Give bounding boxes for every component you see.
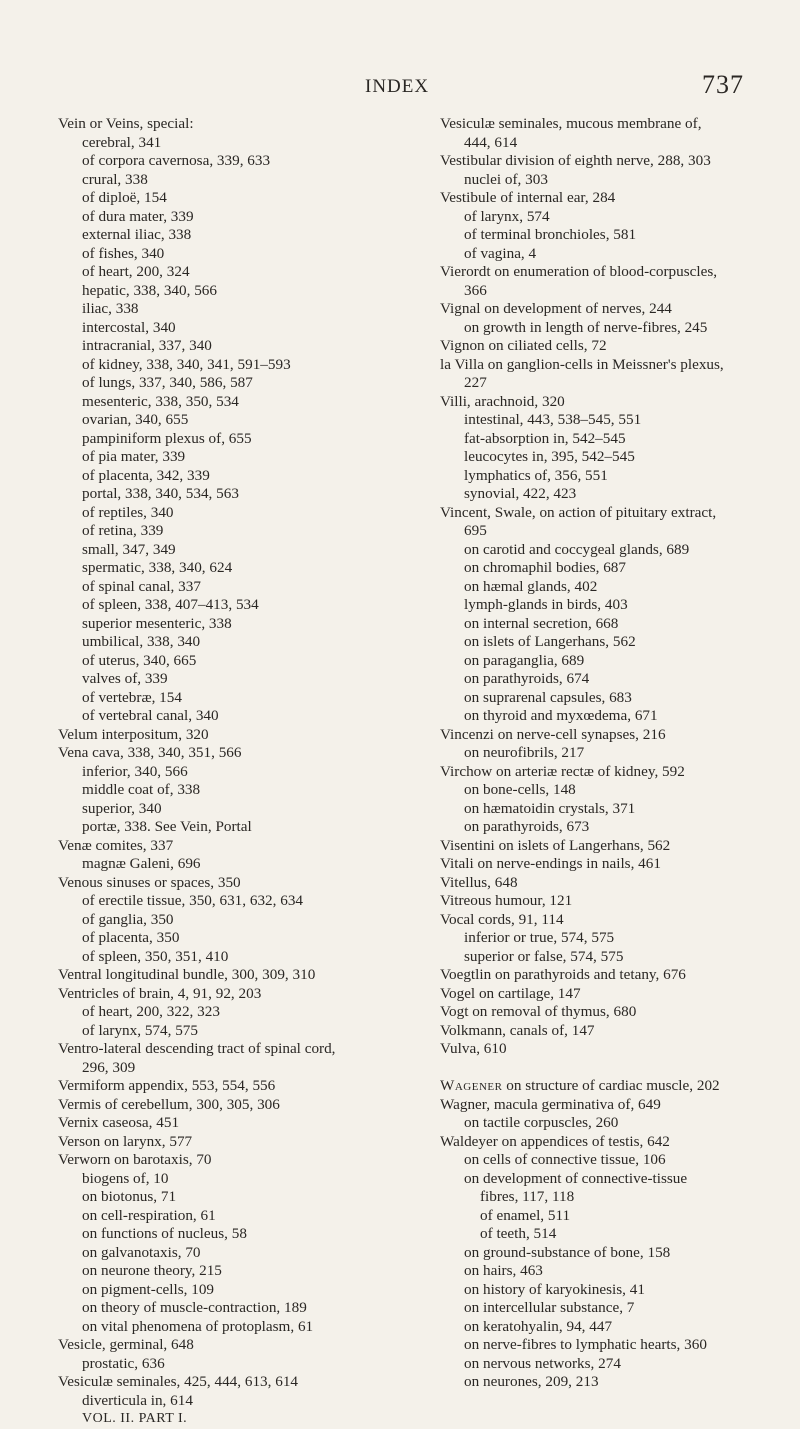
index-entry: Vocal cords, 91, 114 <box>440 910 564 928</box>
index-subentry: crural, 338 <box>82 170 148 188</box>
index-entry: Vestibular division of eighth nerve, 288, 303 <box>440 152 711 169</box>
index-subentry: of kidney, 338, 340, 341, 591–593 <box>82 355 291 373</box>
index-entry: Ventro-lateral descending tract of spinal cord, <box>58 1040 336 1057</box>
index-subentry: on pigment-cells, 109 <box>82 1280 215 1298</box>
index-subentry: of lungs, 337, 340, 586, 587 <box>82 374 253 391</box>
index-entry: Vincent, Swale, on action of pituitary extract, <box>440 503 717 521</box>
index-subentry: of pia mater, 339 <box>82 448 186 465</box>
index-subentry: biogens of, 10 <box>82 1169 169 1187</box>
index-subentry: superior or false, 574, 575 <box>464 947 624 965</box>
volume-signature: VOL. II. PART I. <box>82 1411 188 1426</box>
index-subentry: on biotonus, 71 <box>82 1188 177 1205</box>
index-entry: Wagner, macula germinativa of, 649 <box>440 1095 661 1113</box>
index-entry: Venous sinuses or spaces, 350 <box>58 873 241 891</box>
index-subentry: on galvanotaxis, 70 <box>82 1243 201 1261</box>
index-subentry: mesenteric, 338, 350, 534 <box>82 392 239 410</box>
index-subentry: of larynx, 574, 575 <box>82 1021 198 1039</box>
index-subentry: on bone-cells, 148 <box>464 781 576 798</box>
index-entry: Voegtlin on parathyroids and tetany, 676 <box>440 966 686 983</box>
index-subentry: on intercellular substance, 7 <box>464 1299 635 1316</box>
index-entry: Vermis of cerebellum, 300, 305, 306 <box>58 1095 280 1113</box>
index-entry: Vignal on development of nerves, 244 <box>440 300 672 317</box>
index-subentry: of reptiles, 340 <box>82 503 174 521</box>
index-subentry: intercostal, 340 <box>82 318 176 336</box>
running-title: INDEX <box>365 76 430 97</box>
index-entry: Virchow on arteriæ rectæ of kidney, 592 <box>440 762 685 780</box>
index-subentry: of teeth, 514 <box>480 1225 557 1242</box>
index-column-right <box>440 115 780 1392</box>
index-entry: Vesiculæ seminales, mucous membrane of, <box>440 115 702 132</box>
index-entry: Vein or Veins, special: <box>58 115 194 132</box>
index-subentry: intracranial, 337, 340 <box>82 337 212 354</box>
index-subentry: on growth in length of nerve-fibres, 245 <box>464 318 708 336</box>
index-entry: Vesicle, germinal, 648 <box>58 1336 194 1353</box>
index-subentry: of dura mater, 339 <box>82 207 194 225</box>
index-subentry: on hairs, 463 <box>464 1262 543 1279</box>
index-subentry: 695 <box>464 522 487 539</box>
index-subentry: on history of karyokinesis, 41 <box>464 1280 645 1298</box>
index-subentry: on neurone theory, 215 <box>82 1262 222 1279</box>
index-entry: Vincenzi on nerve-cell synapses, 216 <box>440 725 666 743</box>
index-subentry: diverticula in, 614 <box>82 1391 193 1409</box>
index-entry: Vierordt on enumeration of blood-corpuscles, <box>440 263 718 280</box>
index-subentry: on vital phenomena of protoplasm, 61 <box>82 1317 314 1335</box>
index-subentry: of spleen, 350, 351, 410 <box>82 947 229 965</box>
index-subentry: 227 <box>464 374 487 391</box>
index-subentry: lymphatics of, 356, 551 <box>464 466 608 484</box>
index-subentry: of erectile tissue, 350, 631, 632, 634 <box>82 892 304 909</box>
index-entry: Visentini on islets of Langerhans, 562 <box>440 836 671 854</box>
index-subentry: of placenta, 342, 339 <box>82 466 210 484</box>
index-entry: Velum interpositum, 320 <box>58 725 209 743</box>
index-subentry: on hæmal glands, 402 <box>464 577 598 595</box>
index-subentry: on parathyroids, 674 <box>464 670 590 687</box>
index-subentry: external iliac, 338 <box>82 226 192 243</box>
index-subentry: on suprarenal capsules, 683 <box>464 688 632 706</box>
index-entry: Vesiculæ seminales, 425, 444, 613, 614 <box>58 1373 299 1390</box>
index-subentry: of terminal bronchioles, 581 <box>464 226 637 243</box>
page-number: 737 <box>702 70 744 99</box>
index-entry: Vulva, 610 <box>440 1040 507 1057</box>
index-subentry: superior, 340 <box>82 799 162 817</box>
index-column-left <box>58 115 428 1429</box>
index-entry: Waldeyer on appendices of testis, 642 <box>440 1132 670 1150</box>
index-entry: Vernix caseosa, 451 <box>58 1114 180 1131</box>
section-gap <box>440 1059 780 1078</box>
index-subentry: on neurones, 209, 213 <box>464 1373 599 1390</box>
index-entry: Vena cava, 338, 340, 351, 566 <box>58 744 242 761</box>
index-subentry: nuclei of, 303 <box>464 170 548 188</box>
index-subentry: on keratohyalin, 94, 447 <box>464 1317 613 1335</box>
index-subentry: hepatic, 338, 340, 566 <box>82 281 217 299</box>
index-subentry: prostatic, 636 <box>82 1354 165 1372</box>
index-subentry: of ganglia, 350 <box>82 910 174 928</box>
index-subentry: on ground-substance of bone, 158 <box>464 1243 671 1261</box>
index-entry: Verworn on barotaxis, 70 <box>58 1151 212 1168</box>
index-subentry: leucocytes in, 395, 542–545 <box>464 448 635 465</box>
index-subentry: of placenta, 350 <box>82 929 180 946</box>
index-entry: Vermiform appendix, 553, 554, 556 <box>58 1077 276 1094</box>
index-subentry: on development of connective-tissue <box>464 1169 688 1187</box>
index-entry: Wagener on structure of cardiac muscle, 202 <box>440 1077 720 1094</box>
index-subentry: on paraganglia, 689 <box>464 651 585 669</box>
index-subentry: on hæmatoidin crystals, 371 <box>464 799 636 817</box>
index-entry: Vitreous humour, 121 <box>440 892 573 909</box>
index-subentry: umbilical, 338, 340 <box>82 633 201 650</box>
index-subentry: on theory of muscle-contraction, 189 <box>82 1299 307 1316</box>
index-subentry: on neurofibrils, 217 <box>464 744 585 761</box>
index-subentry: inferior or true, 574, 575 <box>464 929 615 946</box>
index-subentry: of vertebræ, 154 <box>82 688 182 706</box>
index-subentry: fibres, 117, 118 <box>480 1188 575 1205</box>
index-subentry: 444, 614 <box>464 133 518 151</box>
index-subentry: of retina, 339 <box>82 522 164 539</box>
index-subentry: on islets of Langerhans, 562 <box>464 633 636 650</box>
index-entry: Vogel on cartilage, 147 <box>440 984 581 1002</box>
index-subentry: of corpora cavernosa, 339, 633 <box>82 152 271 169</box>
index-subentry: of heart, 200, 322, 323 <box>82 1003 220 1020</box>
index-subentry: on cell-respiration, 61 <box>82 1206 216 1224</box>
index-subentry: of spinal canal, 337 <box>82 577 201 595</box>
index-subentry: of spleen, 338, 407–413, 534 <box>82 596 259 613</box>
index-subentry: superior mesenteric, 338 <box>82 614 232 632</box>
index-subentry: fat-absorption in, 542–545 <box>464 429 626 447</box>
index-subentry: on chromaphil bodies, 687 <box>464 559 626 576</box>
index-subentry: on cells of connective tissue, 106 <box>464 1151 666 1168</box>
index-subentry: on carotid and coccygeal glands, 689 <box>464 540 690 558</box>
index-subentry: of larynx, 574 <box>464 207 550 225</box>
index-subentry: iliac, 338 <box>82 300 139 317</box>
index-subentry: spermatic, 338, 340, 624 <box>82 559 233 576</box>
index-entry: Vestibule of internal ear, 284 <box>440 189 616 206</box>
index-subentry: lymph-glands in birds, 403 <box>464 596 628 613</box>
index-subentry: on parathyroids, 673 <box>464 818 590 835</box>
index-subentry: small, 347, 349 <box>82 540 176 558</box>
index-subentry: of enamel, 511 <box>480 1206 571 1224</box>
index-subentry: of vagina, 4 <box>464 244 537 262</box>
index-subentry: ovarian, 340, 655 <box>82 411 189 428</box>
page-header <box>0 70 800 106</box>
index-subentry: valves of, 339 <box>82 670 168 687</box>
index-entry: Vignon on ciliated cells, 72 <box>440 337 607 354</box>
index-subentry: on nervous networks, 274 <box>464 1354 621 1372</box>
index-subentry: on functions of nucleus, 58 <box>82 1225 247 1242</box>
index-entry: Volkmann, canals of, 147 <box>440 1021 595 1039</box>
index-subentry: magnæ Galeni, 696 <box>82 855 201 872</box>
index-subentry: on thyroid and myxœdema, 671 <box>464 707 658 724</box>
index-subentry: of fishes, 340 <box>82 244 165 262</box>
index-entry: Ventral longitudinal bundle, 300, 309, 310 <box>58 966 316 983</box>
index-subentry: inferior, 340, 566 <box>82 762 188 780</box>
index-subentry: middle coat of, 338 <box>82 781 201 798</box>
index-entry: Villi, arachnoid, 320 <box>440 392 565 410</box>
index-entry: Vitali on nerve-endings in nails, 461 <box>440 855 661 872</box>
index-subentry: synovial, 422, 423 <box>464 485 577 502</box>
index-subentry: intestinal, 443, 538–545, 551 <box>464 411 642 428</box>
index-subentry: on nerve-fibres to lymphatic hearts, 360 <box>464 1336 707 1353</box>
index-subentry: 296, 309 <box>82 1058 136 1076</box>
index-subentry: of diploë, 154 <box>82 189 167 206</box>
index-subentry: on tactile corpuscles, 260 <box>464 1114 619 1131</box>
index-subentry: 366 <box>464 281 487 299</box>
index-subentry: portal, 338, 340, 534, 563 <box>82 485 239 502</box>
index-subentry: pampiniform plexus of, 655 <box>82 429 252 447</box>
index-entry: la Villa on ganglion-cells in Meissner's plexus, <box>440 355 724 373</box>
index-subentry: cerebral, 341 <box>82 133 162 151</box>
index-subentry: of heart, 200, 324 <box>82 263 190 280</box>
index-subentry: of uterus, 340, 665 <box>82 651 197 669</box>
index-entry: Vitellus, 648 <box>440 873 518 891</box>
index-entry: Ventricles of brain, 4, 91, 92, 203 <box>58 984 262 1002</box>
index-entry: Vogt on removal of thymus, 680 <box>440 1003 637 1020</box>
index-entry: Venæ comites, 337 <box>58 836 174 854</box>
index-subentry: of vertebral canal, 340 <box>82 707 219 724</box>
index-subentry: on internal secretion, 668 <box>464 614 619 632</box>
index-subentry: portæ, 338. See Vein, Portal <box>82 818 252 835</box>
index-entry: Verson on larynx, 577 <box>58 1132 193 1150</box>
